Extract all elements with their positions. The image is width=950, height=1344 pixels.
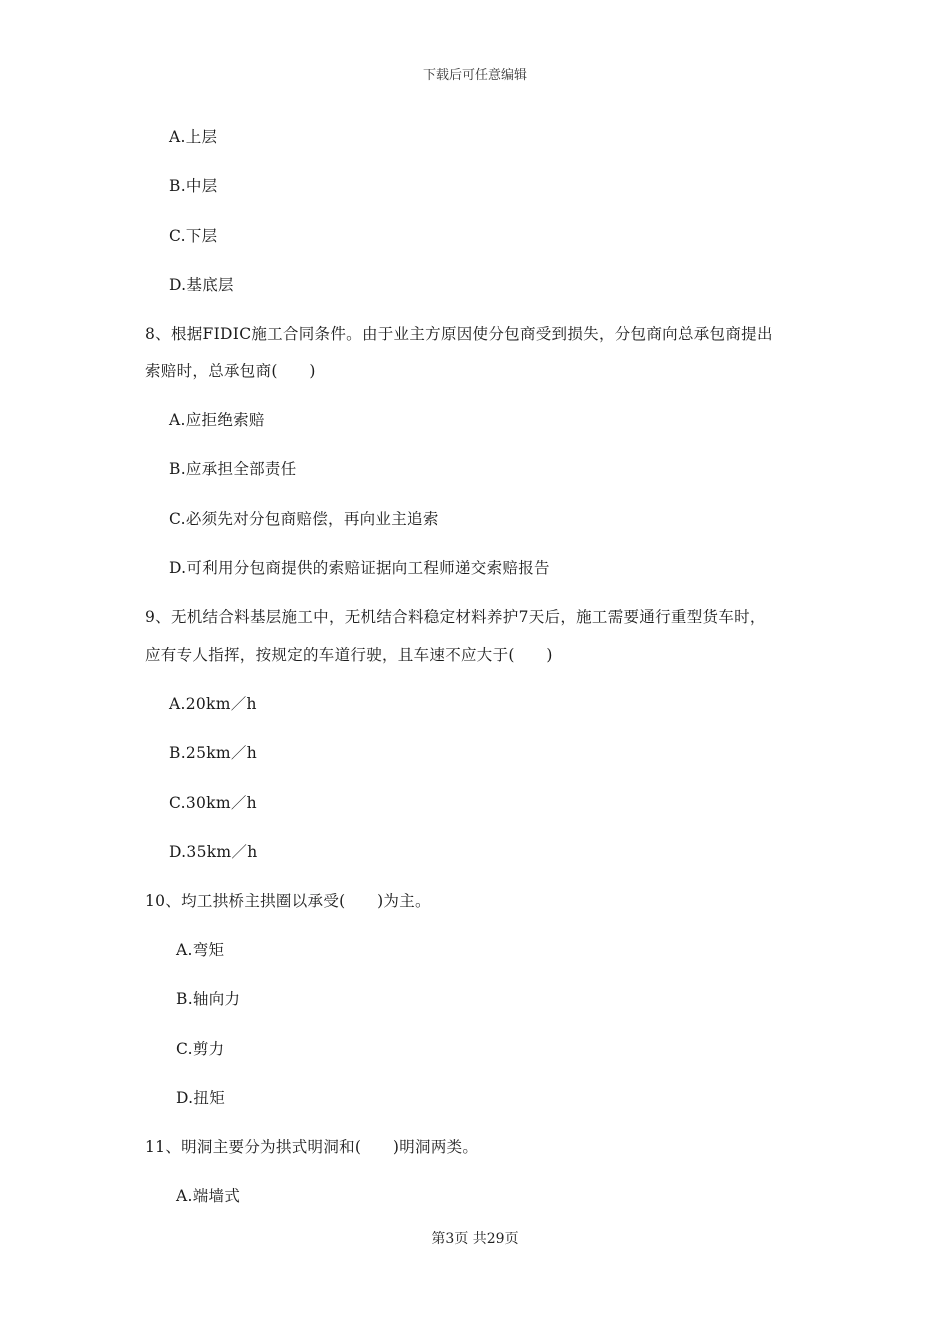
q8-option-a: A.应拒绝索赔 [169, 411, 265, 429]
q8-option-c: C.必须先对分包商赔偿，再向业主追索 [169, 510, 439, 528]
q11-stem: 11、明洞主要分为拱式明洞和( )明洞两类。 [145, 1138, 479, 1156]
q8-option-b: B.应承担全部责任 [169, 460, 297, 478]
q9-option-b: B.25km／h [169, 744, 258, 762]
q9-option-a: A.20km／h [169, 695, 257, 713]
q7-option-d: D.基底层 [169, 276, 234, 294]
page-footer: 第3页 共29页 [431, 1231, 519, 1247]
q9-stem-line1: 9、无机结合料基层施工中，无机结合料稳定材料养护7天后，施工需要通行重型货车时， [145, 608, 766, 626]
q10-option-c: C.剪力 [176, 1040, 225, 1058]
q8-stem-line2: 索赔时，总承包商( ) [145, 362, 316, 380]
q10-option-d: D.扭矩 [176, 1089, 226, 1107]
q8-option-d: D.可利用分包商提供的索赔证据向工程师递交索赔报告 [169, 559, 550, 577]
q9-option-c: C.30km／h [169, 794, 257, 812]
q9-stem-line2: 应有专人指挥，按规定的车道行驶，且车速不应大于( ) [145, 646, 553, 664]
q7-option-b: B.中层 [169, 177, 218, 195]
q7-option-a: A.上层 [169, 128, 218, 146]
q7-option-c: C.下层 [169, 227, 218, 245]
q10-option-a: A.弯矩 [176, 941, 225, 959]
q11-option-a: A.端墙式 [176, 1187, 241, 1205]
q8-stem-line1: 8、根据FIDIC施工合同条件。由于业主方原因使分包商受到损失，分包商向总承包商提出 [145, 325, 773, 343]
q10-stem: 10、均工拱桥主拱圈以承受( )为主。 [145, 892, 431, 910]
page-header: 下载后可任意编辑 [422, 68, 527, 83]
q10-option-b: B.轴向力 [176, 990, 241, 1008]
q9-option-d: D.35km／h [169, 843, 258, 861]
